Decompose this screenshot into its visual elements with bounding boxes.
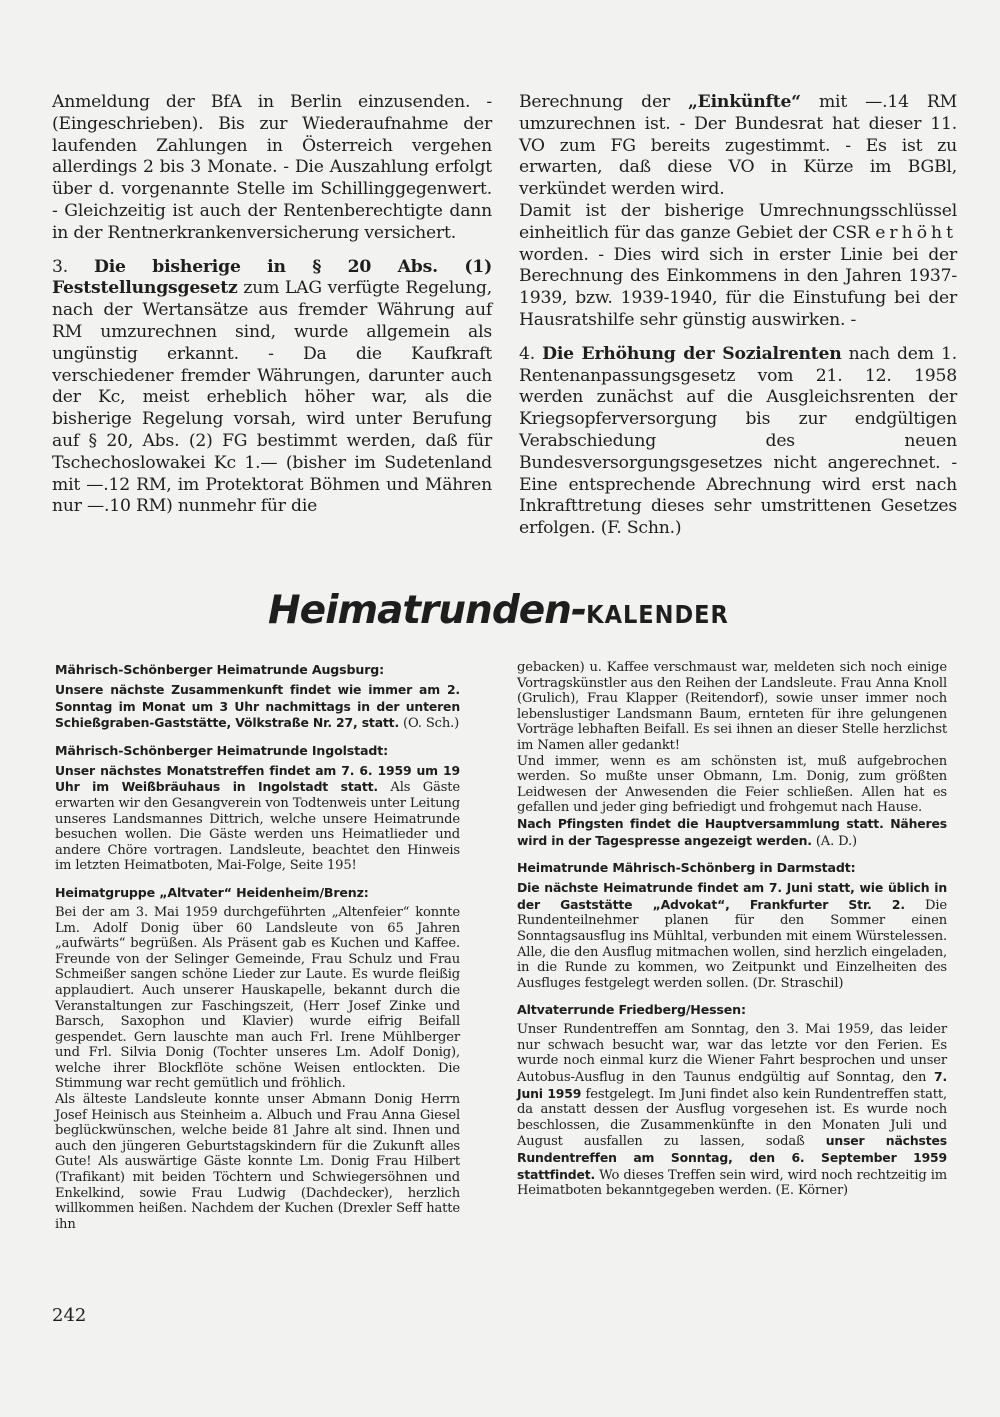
page-number: 242 [52, 1305, 87, 1326]
article-column-left [52, 92, 492, 518]
entry-bold: Unsere nächste Zusammenkunft findet wie immer am 2. Sonntag im Monat um 3 Uhr nachmittags in der unteren Schießgraben-Gaststätte, Völkstraße Nr. 27, statt. [55, 682, 460, 731]
item-number: 3. [52, 256, 68, 277]
entry-title: Heimatrunde Mährisch-Schönberg in Darmstadt: [517, 860, 856, 876]
section-heading [268, 588, 748, 633]
text: Damit ist der bisherige Umrechnungsschlüssel einheitlich für das ganze Gebiet der CSR [519, 200, 957, 243]
paragraph [519, 92, 957, 201]
text: Berechnung der [519, 92, 670, 112]
bold-lead: Die bisherige in § 20 Abs. (1) Feststellungsgesetz [52, 256, 492, 299]
item-number: 4. [519, 343, 535, 364]
text: worden. - Dies wird sich in erster Linie bei der Berechnung des Einkommens in den Jahren 1937-1939, bzw. 1939-1940, für die Einstufung bei der Hausratshilfe sehr günstig auswirken. - [519, 244, 957, 330]
entry-text: Und immer, wenn es am schönsten ist, muß aufgebrochen werden. So mußte unser Obmann, Lm. Donig, zum größten Leidwesen der Anwesenden die Feier schließen. Allen hat es gefallen und jeder ging befriedigt und frohgemut nach Hause. [517, 753, 947, 816]
calendar-column-right [517, 660, 947, 1210]
entry-text: Bei der am 3. Mai 1959 durchgeführten „Altenfeier“ konnte Lm. Adolf Donig über 60 Landsleute von 65 Jahren „aufwärts“ begrüßen. Als Präsent gab es Kuchen und Kaffee. Freunde von der Selinger Gemeinde, Frau Schulz und Frau Schmeißer sangen schöne Lieder zur Laute. Es wurde fleißig applaudiert. Auch unserer Hauskapelle, bekannt durch die Veranstaltungen zur Faschingszeit, (Herr Josef Zinke und Barsch, Saxophon und Klavier) wurde eifrig Beifall gespendet. Gern lauschte man auch Frl. Irene Mühlberger und Frl. Silvia Donig (Tochter unseres Lm. Adolf Donig), welche ihrer Blockflöte schöne Weisen entlockten. Die Stimmung war recht gemütlich und fröhlich. [55, 904, 460, 1092]
calendar-entry-augsburg [55, 662, 460, 732]
calendar-entry-heidenheim-cont [517, 660, 947, 849]
entry-text: Unser Rundentreffen am Sonntag, den 3. Mai 1959, das leider nur schwach besucht war, war das letzte vor den Ferien. Es wurde noch einmal kurz die Wiener Fahrt besprochen und unser Autobus-Ausflug in den Taunus endgültig auf Sonntag, den [517, 1022, 947, 1086]
paragraph-text: nach dem 1. Rentenanpassungsgesetz vom 21. 12. 1958 werden zunächst auf die Ausgleichsrenten der Kriegsopferversorgung bis zur endgültigen Verabschiedung des neuen Bundesversorgungsgesetzes nicht angerechnet. - Eine entsprechende Abrechnung wird erst nach Inkrafttretung dieses sehr umstrittenen Gesetzes erfolgen. (F. Schn.) [519, 343, 957, 539]
entry-text: gebacken) u. Kaffee verschmaust war, meldeten sich noch einige Vortragskünstler aus den Reihen der Landsleute. Frau Anna Knoll (Grulich), Frau Klapper (Reitendorf), sowie unser immer noch lebenslustiger Landsmann Baum, ernteten für ihre gelungenen Vorträge lebhaften Beifall. Es sei ihnen an dieser Stelle herzlichst im Namen aller gedankt! [517, 660, 947, 753]
text: mit —.14 RM umzurechnen ist. - Der Bundesrat hat dieser 11. VO zum FG bereits zugestimmt. - Es ist zu erwarten, daß diese VO in Kürze im BGBl, verkündet werden wird. [519, 92, 958, 200]
calendar-entry-heidenheim [55, 885, 460, 1232]
paragraph: Anmeldung der BfA in Berlin einzusenden. - (Eingeschrieben). Bis zur Wiederaufnahme der laufenden Zahlungen in Österreich vergehen allerdings 2 bis 3 Monate. - Die Auszahlung erfolgt über d. vorgenannte Stelle im Schillinggegenwert. - Gleichzeitig ist auch der Rentenberechtigte dann in der Rentnerkrankenversicherung versichert. [52, 92, 492, 243]
calendar-entry-friedberg [517, 1002, 947, 1199]
entry-title: Heimatgruppe „Altvater“ Heidenheim/Brenz: [55, 884, 369, 900]
entry-text: Die Rundenteilnehmer planen für den Sommer einen Sonntagsausflug ins Mühltal, verbunden mit einem Würstelessen. Alle, die den Ausflug mitmachen wollen, sind herzlich eingeladen, in die Runde zu kommen, wo Zeitpunkt und Einzelheiten des Ausfluges festgelegt werden sollen. (Dr. Straschil) [517, 897, 947, 991]
emphasized-word: erhöht [875, 222, 958, 243]
calendar-entry-ingolstadt [55, 743, 460, 874]
entry-bold: 7. Juni 1959 [517, 1069, 948, 1101]
paragraph-text: zum LAG verfügte Regelung, nach der Wertansätze aus fremder Währung auf RM umzurechnen sind, wurde allgemein als ungünstig erkannt. - Da die Kaufkraft verschiedener fremder Währungen, darunter auch der Kc, meist erheblich höher war, als die bisherige Regelung vorsah, wird unter Berufung auf § 20, Abs. (2) FG bestimmt werden, daß für Tschechoslowakei Kc 1.— (bisher im Sudetenland mit —.12 RM, im Protektorat Böhmen und Mähren nur —.10 RM) nunmehr für die [52, 278, 492, 517]
entry-bold: Unser nächstes Monatstreffen findet am 7. 6. 1959 um 19 Uhr im Weißbräuhaus in Ingolstadt statt. [55, 762, 460, 795]
entry-text: (O. Sch.) [403, 716, 460, 732]
entry-title: Mährisch-Schönberger Heimatrunde Ingolstadt: [55, 742, 388, 758]
bold-lead: Die Erhöhung der Sozialrenten [542, 343, 842, 364]
article-column-right [519, 92, 957, 540]
entry-bold: unser nächstes Rundentreffen am Sonntag, den 6. September 1959 stattfindet. [517, 1133, 948, 1182]
entry-bold: Nach Pfingsten findet die Hauptversammlung statt. Näheres wird in der Tagespresse angezeigt werden. [517, 815, 947, 848]
entry-title: Altvaterrunde Friedberg/Hessen: [517, 1002, 746, 1018]
entry-text: Wo dieses Treffen sein wird, wird noch rechtzeitig im Heimatboten bekanntgegeben werden. (E. Körner) [517, 1167, 947, 1199]
entry-sign: (A. D.) [815, 833, 857, 849]
paragraph [519, 201, 957, 332]
paragraph [52, 257, 492, 519]
entry-text: Als Gäste erwarten wir den Gesangverein von Todtenweis unter Leitung unseres Landsmannes Dittrich, welche unsere Heimatrunde besuchen wollen. Die Gäste werden uns Heimatlieder und andere Chöre vortragen. Landsleute, beachtet den Hinweis im letzten Heimatboten, Mai-Folge, Seite 195! [55, 780, 461, 874]
heading-caps: KALENDER [586, 600, 729, 629]
entry-text: Als älteste Landsleute konnte unser Abmann Donig Herrn Josef Heinisch aus Steinheim a. Albuch und Frau Anna Giesel beglückwünschen, welche beide 81 Jahre alt sind. Ihnen und auch den jüngeren Geburtstagskindern für die Zukunft alles Gute! Als auswärtige Gäste konnte Lm. Donig Frau Hilbert (Trafikant) mit beiden Töchtern und Schwiegersöhnen und Enkelkind, sowie Frau Ludwig (Dachdecker), herzlich willkommen heißen. Nachdem der Kuchen (Drexler Seff hatte ihn [55, 1092, 460, 1232]
paragraph [519, 344, 957, 540]
entry-text: festgelegt. Im Juni findet also kein Rundentreffen statt, da anstatt dessen der Ausflug vorgesehen ist. Es wurde noch beschlossen, die Zusammenkünfte in den Monaten Juli und August ausfallen zu lassen, sodaß [517, 1086, 948, 1150]
bold-term: „Einkünfte“ [688, 92, 801, 112]
calendar-column-left [55, 662, 460, 1243]
heading-script: Heimatrunden- [268, 588, 587, 633]
entry-bold: Die nächste Heimatrunde findet am 7. Juni statt, wie üblich in der Gaststätte „Advokat“, Frankfurter Str. 2. [517, 880, 947, 912]
calendar-entry-darmstadt [517, 860, 947, 991]
entry-title: Mährisch-Schönberger Heimatrunde Augsburg: [55, 662, 385, 677]
